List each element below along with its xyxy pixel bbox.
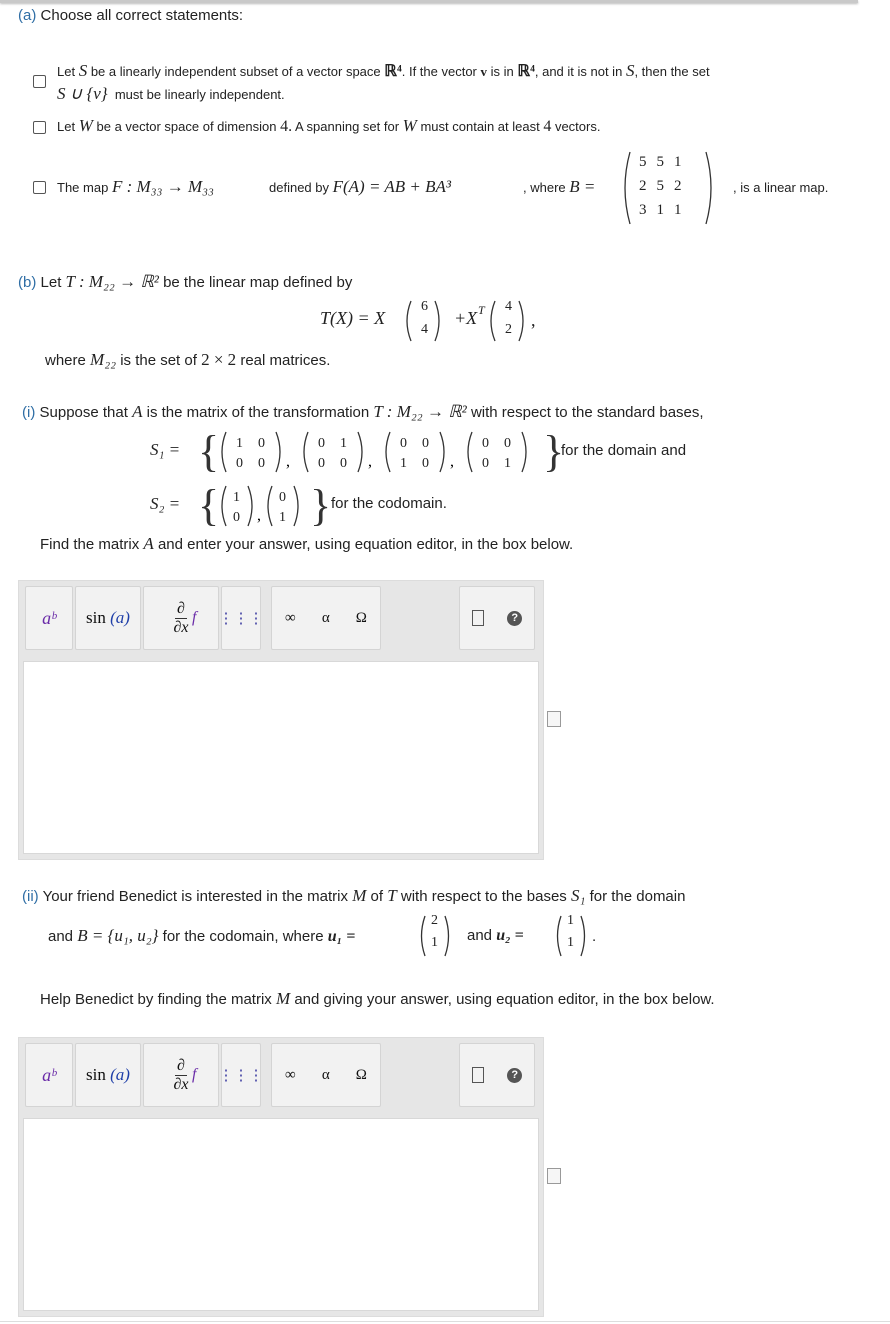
s2-vector-1-entry: 0	[279, 490, 286, 505]
s1-matrix-1	[304, 432, 372, 472]
omega-icon: Ω	[355, 609, 367, 626]
part-i-post: with respect to the standard bases,	[470, 404, 704, 421]
tools-button[interactable]	[459, 586, 535, 650]
where-pre: where	[45, 352, 86, 369]
statement-3-text-left	[57, 177, 214, 197]
s3-t3: , where	[523, 180, 566, 195]
s2-t5: vectors.	[554, 119, 601, 134]
eq-vec1-bottom: 4	[421, 322, 428, 337]
s1-close-brace: }	[543, 427, 565, 476]
s1-matrix-3	[468, 432, 526, 472]
alpha-icon: α	[321, 609, 330, 626]
s1-matrix-3-cell: 0	[482, 436, 489, 451]
matrix-B-cell-1-2: 2	[674, 178, 682, 194]
s1-comma: ,	[368, 453, 372, 470]
find-A: A	[143, 534, 154, 553]
derivative-button-2[interactable]	[143, 1043, 219, 1107]
s1-t6: , then the set	[634, 64, 710, 79]
s1-t2: be a linearly independent subset of a vector space	[90, 64, 381, 79]
part-i-A: A	[132, 402, 143, 421]
statement-2-text	[57, 116, 857, 137]
line2-period: .	[592, 928, 597, 945]
infinity-icon: ∞	[285, 609, 296, 626]
find-post: and enter your answer, using equation editor, in the box below.	[157, 536, 574, 553]
s1-matrix-3-cell: 1	[504, 456, 511, 471]
part-ii-help	[40, 989, 715, 1009]
part-b-label: (b)	[18, 274, 37, 291]
s1-comma: ,	[286, 453, 290, 470]
s1-matrix-1-cell: 0	[318, 456, 325, 471]
part-b-intro	[18, 272, 352, 292]
part-ii-S1: S₁	[570, 886, 586, 905]
trash-icon[interactable]	[472, 610, 484, 626]
function-f-icon: f	[192, 609, 197, 626]
u2-label-group	[467, 927, 524, 945]
s1-S2: S	[625, 61, 635, 80]
matrix-B-cell-0-0: 5	[639, 154, 647, 170]
part-ii-end: for the domain	[589, 888, 686, 905]
answer-input-1[interactable]	[23, 661, 539, 854]
paste-icon-2[interactable]	[547, 1168, 561, 1184]
s2-t3: A spanning set for	[294, 119, 400, 134]
line2-and: and	[467, 927, 493, 944]
s2-W2: W	[402, 116, 417, 135]
find-pre: Find the matrix	[40, 536, 140, 553]
matrix-B-cell-2-1: 1	[656, 202, 664, 218]
s1-t1: Let	[57, 64, 76, 79]
s1-t4: is in	[490, 64, 514, 79]
matrix-B-cell-2-2: 1	[674, 202, 682, 218]
s2-dim: 4.	[280, 118, 293, 135]
part-ii-pre: Your friend Benedict is interested in the matrix	[42, 888, 349, 905]
part-a-prompt: Choose all correct statements:	[40, 7, 244, 24]
s1-matrix-2-cell: 0	[422, 456, 429, 471]
s1-S: S	[78, 61, 88, 80]
line2-B: B = {u₁, u₂}	[77, 926, 159, 945]
eq-vec1-top: 6	[421, 299, 428, 314]
s1-matrix-2-cell: 1	[400, 456, 407, 471]
trash-icon-2[interactable]	[472, 1067, 484, 1083]
part-a-label: (a)	[18, 7, 37, 24]
superscript-button-2[interactable]	[25, 1043, 73, 1107]
partial-x-icon: ∂x	[173, 618, 189, 636]
part-b-equation	[318, 296, 578, 346]
eq-lhs: T(X) = X	[320, 308, 386, 328]
s2-t1: Let	[57, 119, 76, 134]
matrix-B-cell-0-2: 1	[674, 154, 682, 170]
help-icon-2[interactable]: ?	[507, 1068, 522, 1083]
equation-editor-1	[18, 580, 544, 860]
basis-s1-label: S₁ =	[150, 440, 181, 459]
eq-vec2-top: 4	[505, 299, 512, 314]
function-f-icon-2: f	[192, 1066, 197, 1083]
eq-transpose: T	[478, 303, 485, 317]
s2-comma: ,	[257, 507, 261, 524]
s1-open-brace: {	[198, 427, 220, 476]
sin-label: sin	[86, 608, 106, 627]
matrix-button[interactable]	[218, 586, 264, 650]
s1-matrix-1-cell: 0	[318, 436, 325, 451]
partial-icon-2: ∂	[177, 1056, 185, 1074]
s1-matrix-1-cell: 1	[340, 436, 347, 451]
part-ii-mid: of	[370, 888, 384, 905]
derivative-button[interactable]	[143, 586, 219, 650]
s2-t4: must contain at least	[420, 119, 540, 134]
bottom-divider	[0, 1321, 890, 1322]
s3-def: F(A) = AB + BA³	[332, 177, 451, 196]
statement-3-text-right: , is a linear map.	[733, 180, 829, 195]
sin-function-button[interactable]	[75, 586, 141, 650]
tools-button-2[interactable]	[459, 1043, 535, 1107]
s1-set: S ∪ {v}	[57, 84, 108, 103]
basis-s2-label: S₂ =	[150, 494, 181, 513]
part-i-mid: is the matrix of the transformation	[146, 404, 370, 421]
partial-x-icon-2: ∂x	[173, 1075, 189, 1093]
line2-u2: u₂ =	[496, 927, 524, 944]
s2-vector-0-entry: 1	[233, 490, 240, 505]
u2-bottom: 1	[567, 935, 574, 950]
matrix-B-cell-1-1: 5	[656, 178, 664, 194]
s2-vector-0	[222, 486, 261, 526]
basis-s1-set	[198, 426, 565, 478]
alpha-icon-2: α	[321, 1066, 330, 1083]
part-b-intro-post: be the linear map defined by	[163, 274, 353, 291]
statement-1-checkbox[interactable]	[33, 75, 46, 88]
basis-s2-set	[198, 480, 333, 532]
where-mid: is the set of	[120, 352, 197, 369]
s2-vector-1-entry: 1	[279, 510, 286, 525]
s1-t3: If the vector	[408, 64, 477, 79]
part-i-map: T : M₂₂ → ℝ²	[373, 402, 467, 421]
where-post: real matrices.	[240, 352, 331, 369]
matrix-icon-2: ⋮⋮⋮	[218, 1067, 264, 1084]
matrix-B-cell-1-0: 2	[639, 178, 647, 194]
u1-top: 2	[431, 913, 438, 928]
part-b-where	[45, 350, 330, 370]
part-i-pre: Suppose that	[39, 404, 128, 421]
help-pre: Help Benedict by finding the matrix	[40, 991, 272, 1008]
s1-matrix-2-cell: 0	[422, 436, 429, 451]
s1-matrix-0-cell: 0	[236, 456, 243, 471]
matrix-B-table	[634, 150, 687, 222]
partial-icon: ∂	[177, 599, 185, 617]
s1-matrix-2	[386, 432, 454, 472]
equation-editor-2	[18, 1037, 544, 1317]
statement-3-checkbox[interactable]	[33, 181, 46, 194]
u2-top: 1	[567, 913, 574, 928]
part-ii-T: T	[387, 886, 397, 905]
superscript-icon: aᵇ	[42, 607, 56, 628]
part-ii-post: with respect to the bases	[400, 888, 567, 905]
top-divider	[0, 0, 858, 3]
line2-u1: u₁ =	[327, 928, 356, 945]
s1-matrix-0-cell: 0	[258, 456, 265, 471]
infinity-icon-2: ∞	[285, 1066, 296, 1083]
line2-mid: for the codomain, where	[162, 928, 324, 945]
s1-matrix-3-cell: 0	[482, 456, 489, 471]
matrix-button-2[interactable]	[218, 1043, 264, 1107]
eq-plus: +X	[454, 308, 478, 328]
part-i-label: (i)	[22, 404, 36, 421]
part-i-find	[40, 534, 573, 554]
s2-W: W	[78, 116, 93, 135]
s1-matrix-0-cell: 0	[258, 436, 265, 451]
eq-vec2-bottom: 2	[505, 322, 512, 337]
u1-bottom: 1	[431, 935, 438, 950]
s1-v: v	[480, 64, 488, 79]
s1-t5: , and it is not in	[534, 64, 623, 79]
s1-comma: ,	[450, 453, 454, 470]
statement-2-checkbox[interactable]	[33, 121, 46, 134]
s2-vector-1	[268, 486, 298, 526]
part-i-intro	[22, 402, 704, 422]
s2-open-brace: {	[198, 481, 220, 530]
matrix-B-cell-2-0: 3	[639, 202, 647, 218]
where-m: M₂₂	[90, 350, 117, 369]
sin-arg-2: (a)	[110, 1065, 130, 1084]
part-ii-intro	[22, 886, 685, 906]
statement-1-text: Let S be a linearly independent subset of a vector space ℝ⁴. If the vector v is in ℝ⁴, and it is not in S, then the set S ∪ {v} must be linearly independent.	[57, 61, 710, 103]
part-ii-M: M	[352, 886, 367, 905]
s3-t1: The map	[57, 180, 109, 195]
s1-matrix-3-cell: 0	[504, 436, 511, 451]
s1-R4b: ℝ⁴	[517, 63, 535, 80]
s2-t2: be a vector space of dimension	[96, 119, 277, 134]
part-b-map: T : M₂₂ → ℝ²	[65, 272, 159, 291]
help-icon[interactable]: ?	[507, 611, 522, 626]
s1-matrix-2-cell: 0	[400, 436, 407, 451]
help-M: M	[275, 989, 291, 1008]
help-post: and giving your answer, using equation editor, in the box below.	[294, 991, 715, 1008]
line2-pre: and	[48, 928, 74, 945]
symbols-button-2[interactable]	[271, 1043, 381, 1107]
part-a-heading	[18, 7, 243, 24]
s1-matrix-1-cell: 0	[340, 456, 347, 471]
s2-n: 4	[543, 118, 552, 135]
matrix-icon: ⋮⋮⋮	[218, 610, 264, 627]
sin-arg: (a)	[110, 608, 130, 627]
s3-F: F : M₃₃ → M₃₃	[111, 177, 214, 196]
s1-R4: ℝ⁴	[384, 63, 402, 80]
part-b-intro-pre: Let	[40, 274, 62, 291]
paste-icon-1[interactable]	[547, 711, 561, 727]
part-ii-line2	[48, 926, 355, 946]
statement-3-text-mid	[269, 177, 451, 197]
superscript-button[interactable]	[25, 586, 73, 650]
statement-3-text-where	[523, 177, 595, 197]
s3-t2: defined by	[269, 180, 329, 195]
s2-vector-0-entry: 0	[233, 510, 240, 525]
sin-function-button-2[interactable]	[75, 1043, 141, 1107]
where-size: 2 × 2	[201, 350, 237, 369]
s2-close-brace: }	[310, 481, 332, 530]
s3-B: B =	[569, 177, 596, 196]
matrix-B-cell-0-1: 5	[656, 154, 664, 170]
sin-label-2: sin	[86, 1065, 106, 1084]
eq-comma: ,	[531, 310, 536, 330]
superscript-icon-2: aᵇ	[42, 1064, 56, 1085]
answer-input-2[interactable]	[23, 1118, 539, 1311]
symbols-button[interactable]	[271, 586, 381, 650]
s1-matrix-0-cell: 1	[236, 436, 243, 451]
omega-icon-2: Ω	[355, 1066, 367, 1083]
basis-s2-after: for the codomain.	[331, 495, 447, 512]
s1-matrix-0	[222, 432, 290, 472]
s1-t7: must be linearly independent.	[114, 87, 285, 102]
basis-s1-after: for the domain and	[561, 442, 687, 459]
part-ii-label: (ii)	[22, 888, 39, 905]
